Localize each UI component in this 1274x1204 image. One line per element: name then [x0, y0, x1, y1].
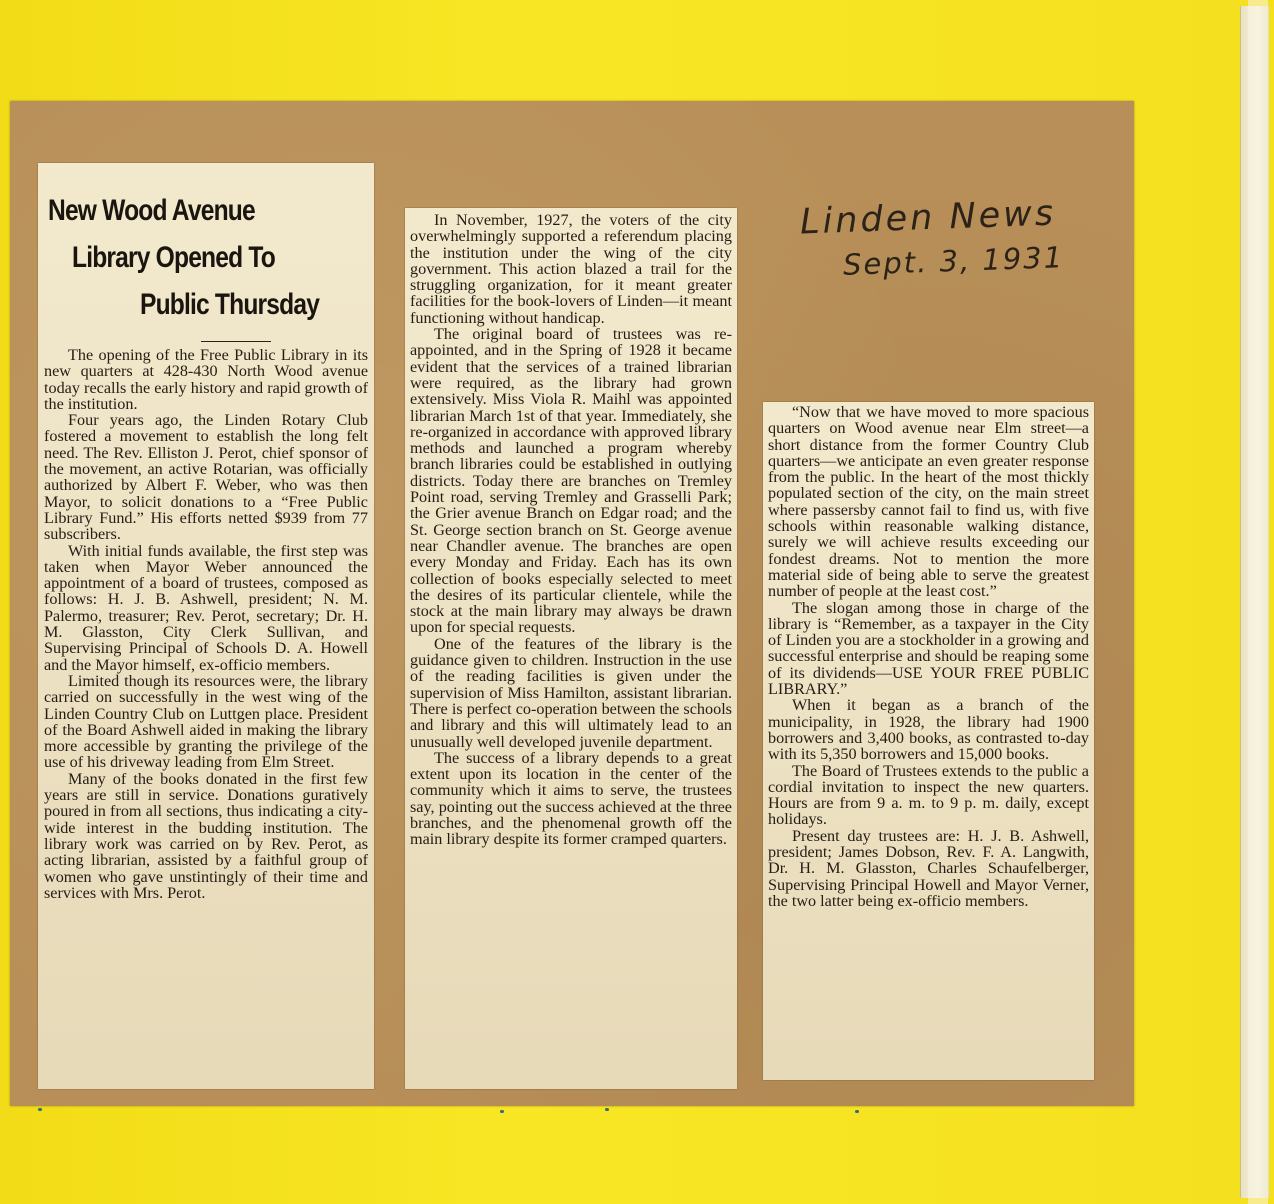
handwritten-date: Sept. 3, 1931 [842, 240, 1065, 282]
page-edge-highlight [1248, 0, 1268, 1204]
paragraph: When it began as a branch of the municipality, in 1928, the library had 1900 borrowers and 3,400 books, as contrasted to-day with its 5,350 borrowers and 15,000 books. [768, 696, 1089, 764]
paragraph: In November, 1927, the voters of the city overwhelmingly supported a referendum placing the institution under the wing of the city government. This action blazed a trail for the struggling organization, for it meant greater facilities for the book-lovers of Linden—it meant functioning without handicap. [410, 211, 732, 327]
paragraph: Present day trustees are: H. J. B. Ashwell, president; James Dobson, Rev. F. A. Langwith, Dr. H. M. Glasston, Charles Schaufelberger, Supervising Principal Howell and Mayor Verner, the two latter being ex-officio members. [768, 826, 1089, 910]
headline-line-1: New Wood Avenue [48, 194, 255, 227]
paragraph: The slogan among those in charge of the library is “Remember, as a taxpayer in the City of Linden you are a stockholder in a growing and successful enterprise and should be reaping some of its dividends—USE YOUR FREE PUBLIC LIBRARY.” [768, 598, 1089, 699]
clipping-column-1 [38, 163, 374, 1089]
clipping-column-2 [405, 208, 737, 1089]
article-body-column-1 [44, 347, 368, 901]
article-body-column-2 [410, 212, 732, 848]
paragraph: With initial funds available, the first step was taken when Mayor Weber announced the appointment of a board of trustees, composed as follows: H. J. B. Ashwell, president; N. M. Palermo, treasurer; Rev. Perot, secretary; Dr. H. M. Glasston, City Clerk Sullivan, and Supervising Principal of Schools D. A. Howell and the Mayor himself, ex-officio members. [44, 541, 368, 674]
clipping-column-3 [763, 402, 1094, 1080]
paragraph: The opening of the Free Public Library in its new quarters at 428-430 North Wood avenue today recalls the early history and rapid growth of the institution. [44, 346, 368, 413]
paragraph: The Board of Trustees extends to the public a cordial invitation to inspect the new quarters. Hours are from 9 a. m. to 9 p. m. daily, except holidays. [768, 761, 1089, 829]
ink-speck [500, 1110, 504, 1113]
headline-line-2: Library Opened To [72, 241, 275, 274]
paragraph: The original board of trustees was re-appointed, and in the Spring of 1928 it became evident that the services of a trained librarian were required, as the library had grown extensively. Miss Viola R. Maihl was appointed librarian March 1st of that year. Immediately, she re-organized in accordance with approved library methods and launched a program whereby branch libraries could be established in outlying districts. Today there are branches on Tremley Point road, serving Tremley and Grasselli Park; the Grier avenue Branch on Edgar road; and the St. George section branch on St. George avenue near Chandler avenue. The branches are open every Monday and Friday. Each has its own collection of books especially selected to meet the desires of its particular clientele, while the stock at the main library may always be drawn upon for special requests. [410, 325, 732, 637]
ink-speck [38, 1108, 42, 1111]
paragraph: “Now that we have moved to more spacious quarters on Wood avenue near Elm street—a short distance from the former Country Club quarters—we anticipate an even greater response from the public. In the heart of the most thickly populated section of the city, on the main street where passersby cannot fail to find us, with five schools within reasonable walking distance, surely we will achieve results exceeding our fondest dreams. Not to mention the more material side of being able to serve the greatest number of people at the least cost.” [768, 403, 1089, 601]
handwritten-source: Linden News [799, 193, 1057, 243]
paragraph: One of the features of the library is the guidance given to children. Instruction in the use of the reading facilities is given under the supervision of Miss Hamilton, assistant librarian. There is perfect co-operation between the schools and library and this will ultimately lead to an unusually well developed juvenile department. [410, 634, 732, 751]
paragraph: Limited though its resources were, the library carried on successfully in the west wing of the Linden Country Club on Luttgen place. President of the Board Ashwell aided in making the library more accessible by granting the privilege of the use of his driveway leading from Elm Street. [44, 671, 368, 772]
ink-speck [855, 1110, 859, 1113]
article-body-column-3 [768, 404, 1089, 909]
ink-speck [605, 1108, 609, 1111]
headline-line-3: Public Thursday [140, 288, 320, 321]
headline-divider [201, 341, 271, 342]
paragraph: The success of a library depends to a great extent upon its location in the center of the community which it aims to serve, the trustees say, pointing out the success achieved at the three branches, and the phenomenal growth off the main library despite its former cramped quarters. [410, 748, 732, 849]
paragraph: Four years ago, the Linden Rotary Club fostered a movement to establish the long felt need. The Rev. Elliston J. Perot, chief sponsor of the movement, an active Rotarian, was officially authorized by Albert F. Weber, who was then Mayor, to solicit donations to a “Free Public Library Fund.” His efforts netted $939 from 77 subscribers. [44, 411, 368, 544]
paragraph: Many of the books donated in the first few years are still in service. Donations guratively poured in from all sections, thus indicating a city-wide interest in the budding institution. The library work was carried on by Rev. Perot, as acting librarian, assisted by a faithful group of women who gave unstintingly of their time and services with Mrs. Perot. [44, 769, 368, 902]
